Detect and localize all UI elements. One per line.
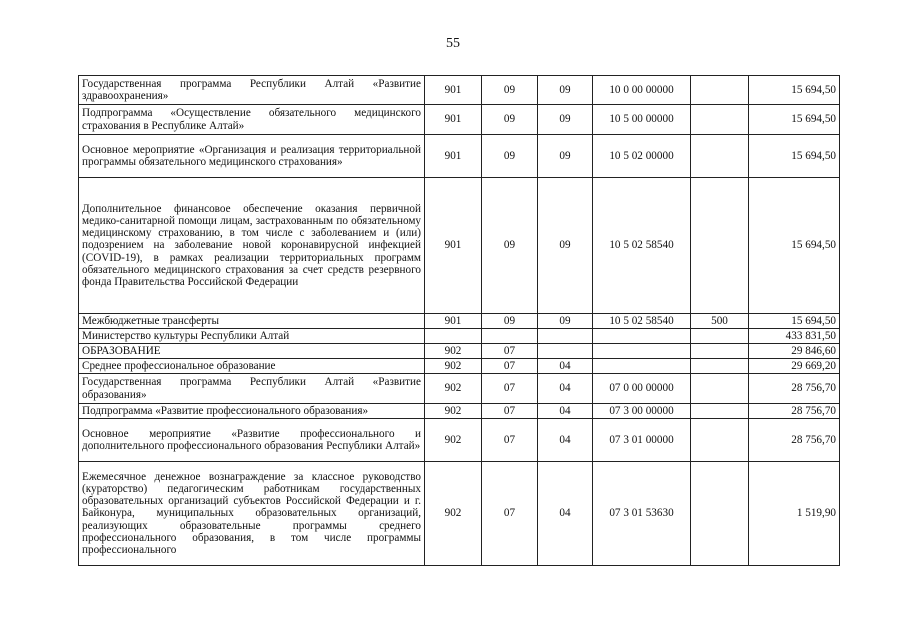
- table-row: [79, 314, 840, 329]
- row-name: Подпрограмма «Развитие профессионального образования»: [79, 404, 425, 419]
- row-name: Межбюджетные трансферты: [79, 314, 425, 329]
- row-amount: 1 519,90: [749, 462, 840, 566]
- row-subsection: 09: [538, 105, 593, 135]
- row-amount: 29 669,20: [749, 359, 840, 374]
- row-section: 07: [482, 359, 538, 374]
- table-row: [79, 359, 840, 374]
- table-row: [79, 374, 840, 404]
- row-target-article: 10 0 00 00000: [593, 76, 691, 105]
- row-expense-type: 500: [691, 314, 749, 329]
- row-subsection: 04: [538, 419, 593, 462]
- row-grbs: 902: [425, 404, 482, 419]
- row-name: Подпрограмма «Осуществление обязательного медицинского страхования в Республике Алтай»: [79, 105, 425, 135]
- row-expense-type: [691, 105, 749, 135]
- row-section: [482, 329, 538, 344]
- row-grbs: 901: [425, 105, 482, 135]
- row-section: 09: [482, 135, 538, 178]
- row-section: 07: [482, 344, 538, 359]
- row-subsection: [538, 344, 593, 359]
- row-name: Среднее профессиональное образование: [79, 359, 425, 374]
- row-section: 09: [482, 76, 538, 105]
- row-grbs: 901: [425, 178, 482, 314]
- row-subsection: 04: [538, 359, 593, 374]
- row-amount: 15 694,50: [749, 178, 840, 314]
- row-name: Министерство культуры Республики Алтай: [79, 329, 425, 344]
- row-name: Основное мероприятие «Организация и реализация территориальной программы обязательного медицинского страхования»: [79, 135, 425, 178]
- table-row: [79, 178, 840, 314]
- row-target-article: [593, 359, 691, 374]
- row-grbs: 902: [425, 359, 482, 374]
- row-target-article: 07 3 01 00000: [593, 419, 691, 462]
- row-grbs: 902: [425, 462, 482, 566]
- row-subsection: 04: [538, 404, 593, 419]
- row-expense-type: [691, 135, 749, 178]
- table-row: [79, 135, 840, 178]
- row-target-article: 10 5 02 00000: [593, 135, 691, 178]
- row-expense-type: [691, 419, 749, 462]
- row-section: 07: [482, 404, 538, 419]
- row-amount: 15 694,50: [749, 76, 840, 105]
- row-subsection: [538, 329, 593, 344]
- row-grbs: 902: [425, 419, 482, 462]
- budget-table: [78, 75, 840, 566]
- row-expense-type: [691, 329, 749, 344]
- row-subsection: 09: [538, 314, 593, 329]
- table-row: [79, 76, 840, 105]
- row-subsection: 09: [538, 178, 593, 314]
- row-expense-type: [691, 344, 749, 359]
- row-name: Государственная программа Республики Алтай «Развитие здравоохранения»: [79, 76, 425, 105]
- row-name: Государственная программа Республики Алтай «Развитие образования»: [79, 374, 425, 404]
- row-subsection: 09: [538, 135, 593, 178]
- row-name: Дополнительное финансовое обеспечение оказания первичной медико-санитарной помощи лицам, застрахованным по обязательному медицинскому страхованию, в том числе с заболеванием и (или) подозрением на заболевание новой коронавирусной инфекцией (COVID-19), в рамках реализации территориальных программ обязательного медицинского страхования за счет средств резервного фонда Правительства Российской Федерации: [79, 178, 425, 314]
- row-grbs: 902: [425, 344, 482, 359]
- row-amount: 15 694,50: [749, 105, 840, 135]
- row-grbs: 901: [425, 314, 482, 329]
- row-section: 07: [482, 419, 538, 462]
- table-row: [79, 329, 840, 344]
- row-name: Ежемесячное денежное вознаграждение за классное руководство (кураторство) педагогическим работникам государственных образовательных организаций субъектов Российской Федерации и г. Байконура, муниципальных образовательных организаций, реализующих образовательные программы среднего профессионального образования, в том числе программы профессионального: [79, 462, 425, 566]
- row-expense-type: [691, 374, 749, 404]
- row-section: 09: [482, 105, 538, 135]
- row-section: 07: [482, 374, 538, 404]
- table-row: [79, 344, 840, 359]
- row-target-article: 07 0 00 00000: [593, 374, 691, 404]
- row-subsection: 04: [538, 462, 593, 566]
- row-grbs: 902: [425, 374, 482, 404]
- row-amount: 28 756,70: [749, 419, 840, 462]
- row-target-article: 07 3 00 00000: [593, 404, 691, 419]
- row-expense-type: [691, 404, 749, 419]
- row-target-article: 07 3 01 53630: [593, 462, 691, 566]
- row-expense-type: [691, 359, 749, 374]
- row-grbs: 901: [425, 135, 482, 178]
- row-target-article: 10 5 02 58540: [593, 314, 691, 329]
- row-name: ОБРАЗОВАНИЕ: [79, 344, 425, 359]
- row-amount: 28 756,70: [749, 374, 840, 404]
- row-target-article: 10 5 02 58540: [593, 178, 691, 314]
- row-section: 09: [482, 178, 538, 314]
- row-amount: 28 756,70: [749, 404, 840, 419]
- row-amount: 15 694,50: [749, 135, 840, 178]
- row-target-article: [593, 329, 691, 344]
- row-target-article: 10 5 00 00000: [593, 105, 691, 135]
- page-number: 55: [446, 36, 460, 51]
- row-section: 09: [482, 314, 538, 329]
- table-row: [79, 105, 840, 135]
- table-row: [79, 404, 840, 419]
- table-row: [79, 419, 840, 462]
- row-target-article: [593, 344, 691, 359]
- row-expense-type: [691, 462, 749, 566]
- row-amount: 15 694,50: [749, 314, 840, 329]
- row-expense-type: [691, 178, 749, 314]
- table-row: [79, 462, 840, 566]
- row-subsection: 09: [538, 76, 593, 105]
- row-expense-type: [691, 76, 749, 105]
- row-subsection: 04: [538, 374, 593, 404]
- row-grbs: 901: [425, 76, 482, 105]
- row-amount: 29 846,60: [749, 344, 840, 359]
- row-amount: 433 831,50: [749, 329, 840, 344]
- row-grbs: [425, 329, 482, 344]
- row-name: Основное мероприятие «Развитие профессионального и дополнительного профессионального образования Республики Алтай»: [79, 419, 425, 462]
- row-section: 07: [482, 462, 538, 566]
